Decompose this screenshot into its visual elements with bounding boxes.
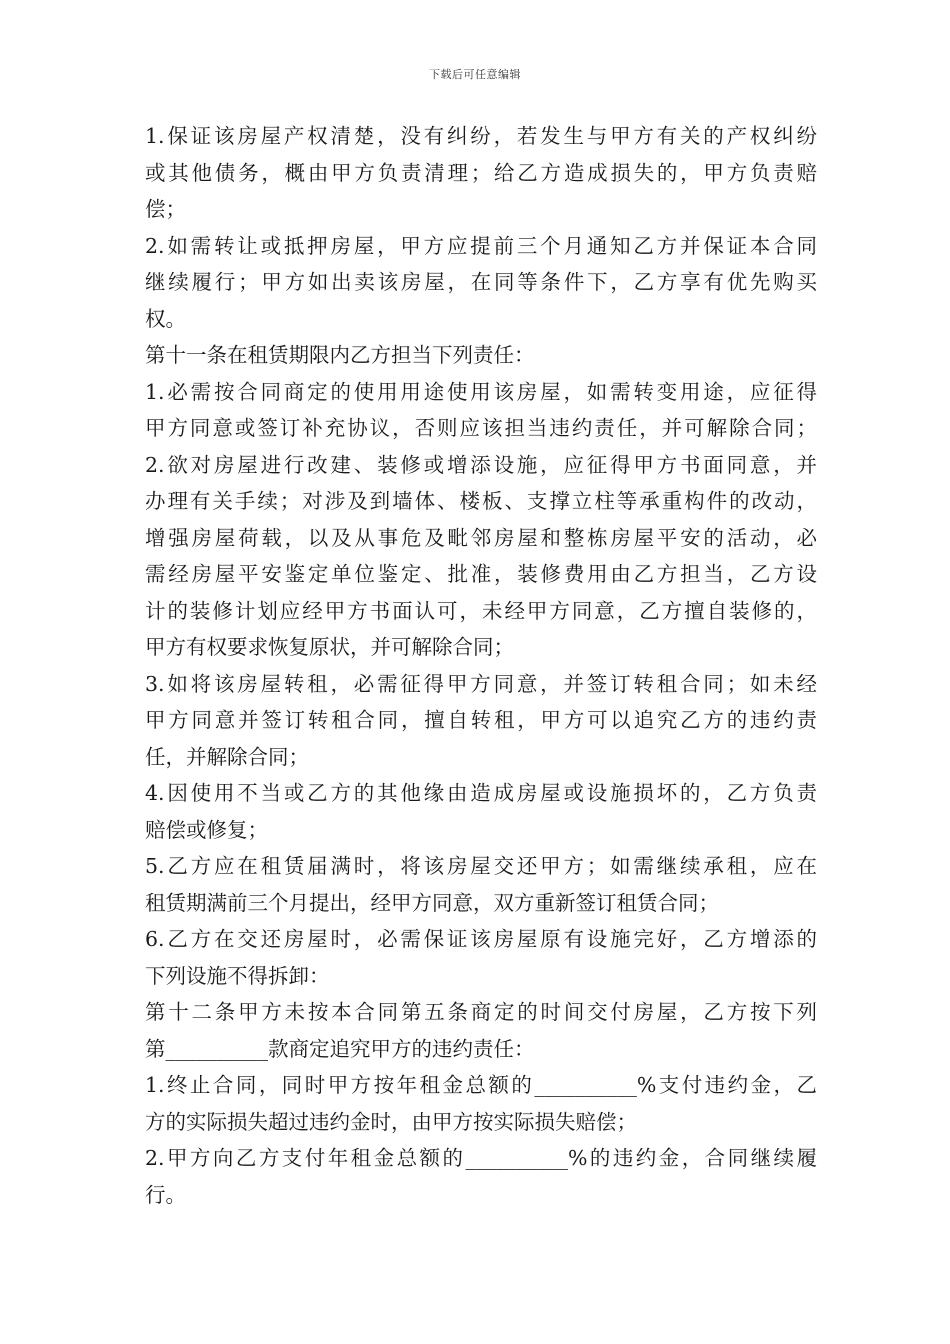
- text-line: 甲方有权要求恢复原状，并可解除合同；: [145, 635, 514, 659]
- text-line: 继续履行；甲方如出卖该房屋，在同等条件下，乙方享有优先购买: [145, 270, 817, 294]
- text-line: 4.因使用不当或乙方的其他缘由造成房屋或设施损坏的，乙方负责: [145, 781, 817, 805]
- text-line: 第十一条在租赁期限内乙方担当下列责任：: [145, 343, 535, 367]
- text-line: 办理有关手续；对涉及到墙体、楼板、支撑立柱等承重构件的改动，: [145, 489, 817, 513]
- text-line: 偿；: [145, 197, 186, 221]
- text-line: 租赁期满前三个月提出，经甲方同意，双方重新签订租赁合同；: [145, 890, 719, 915]
- text-line: 甲方同意并签订转租合同，擅自转租，甲方可以追究乙方的违约责: [145, 708, 817, 732]
- text-line: 增强房屋荷载，以及从事危及毗邻房屋和整栋房屋平安的活动，必: [145, 525, 817, 550]
- text-line: 需经房屋平安鉴定单位鉴定、批准，装修费用由乙方担当，乙方设: [145, 562, 817, 586]
- text-line: 任，并解除合同；: [145, 744, 309, 769]
- text-line: 赔偿或修复；: [145, 817, 268, 842]
- text-line: 6.乙方在交还房屋时，必需保证该房屋原有设施完好，乙方增添的: [145, 927, 817, 951]
- text-line: 计的装修计划应经甲方书面认可，未经甲方同意，乙方擅自装修的，: [145, 598, 817, 623]
- text-line: 第__________款商定追究甲方的违约责任：: [145, 1036, 535, 1061]
- text-line: 权。: [145, 306, 186, 331]
- text-line: 2.甲方向乙方支付年租金总额的__________%的违约金，合同继续履: [145, 1146, 817, 1170]
- text-line: 1.保证该房屋产权清楚，没有纠纷，若发生与甲方有关的产权纠纷: [145, 124, 817, 148]
- text-line: 甲方同意或签订补充协议，否则应该担当违约责任，并可解除合同；: [145, 416, 817, 440]
- text-line: 行。: [145, 1182, 186, 1207]
- text-line: 下列设施不得拆卸：: [145, 963, 330, 988]
- text-line: 1.终止合同，同时甲方按年租金总额的__________%支付违约金，乙: [145, 1073, 817, 1097]
- text-line: 1.必需按合同商定的使用用途使用该房屋，如需转变用途，应征得: [145, 379, 817, 404]
- text-line: 第十二条甲方未按本合同第五条商定的时间交付房屋，乙方按下列: [145, 1000, 817, 1024]
- text-line: 5.乙方应在租赁届满时，将该房屋交还甲方；如需继续承租，应在: [145, 854, 817, 878]
- text-line: 方的实际损失超过违约金时，由甲方按实际损失赔偿；: [145, 1109, 637, 1134]
- contract-body: [145, 118, 817, 1213]
- text-line: 3.如将该房屋转租，必需征得甲方同意，并签订转租合同；如未经: [145, 671, 817, 696]
- text-line: 2.欲对房屋进行改建、装修或增添设施，应征得甲方书面同意，并: [145, 452, 817, 477]
- page-header-note: 下载后可任意编辑: [429, 68, 521, 81]
- text-line: 或其他债务，概由甲方负责清理；给乙方造成损失的，甲方负责赔: [145, 160, 817, 185]
- text-line: 2.如需转让或抵押房屋，甲方应提前三个月通知乙方并保证本合同: [145, 233, 817, 258]
